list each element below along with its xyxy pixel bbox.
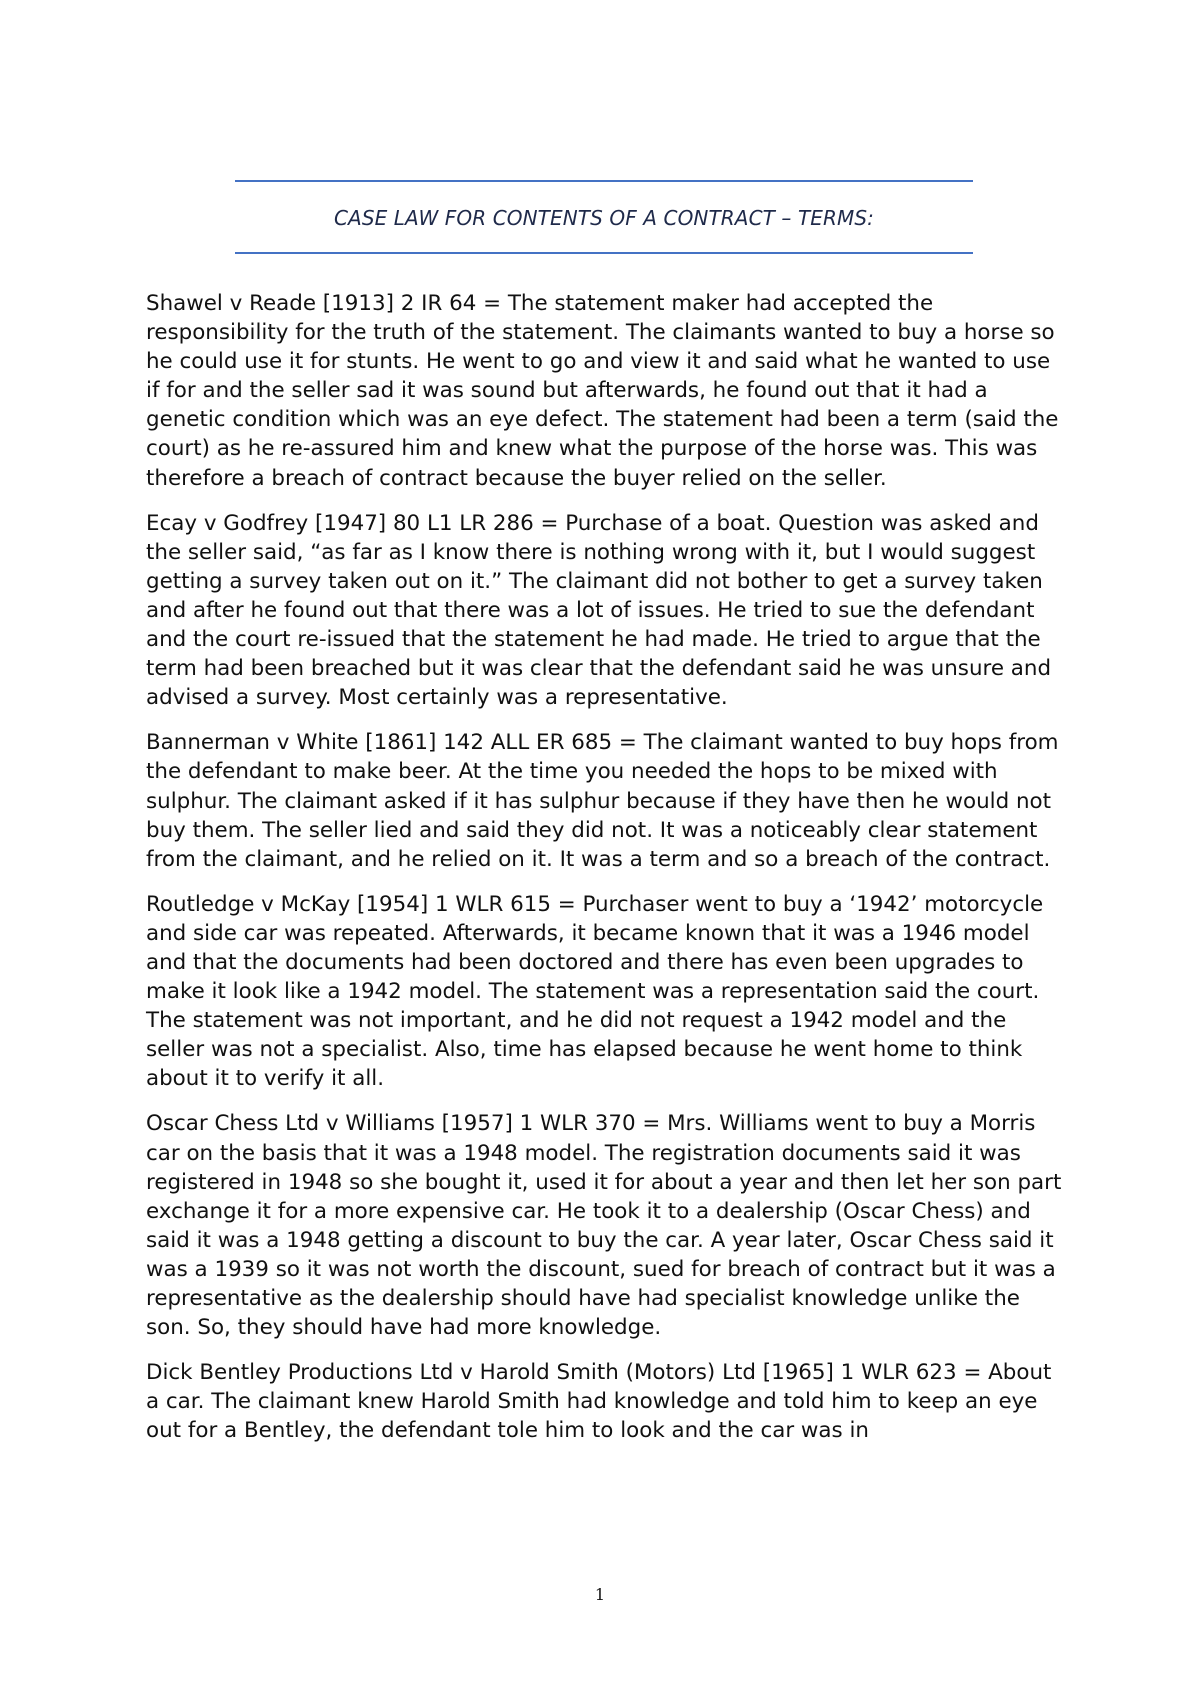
document-title: CASE LAW FOR CONTENTS OF A CONTRACT – TERMS: — [333, 206, 875, 230]
paragraph-shawel-v-reade: Shawel v Reade [1913] 2 IR 64 = The statement maker had accepted the responsibility for the truth of the statement. The claimants wanted to buy a horse so he could use it for stunts. He went to go and view it and said what he wanted to use if for and the seller sad it was sound but afterwards, he found out that it had a genetic condition which was an eye defect. The statement had been a term (said the court) as he re-assured him and knew what the purpose of the horse was. This was therefore a breach of contract because the buyer relied on the seller. — [146, 291, 1059, 491]
title-bottom-rule — [235, 252, 973, 254]
paragraph-dick-bentley-v-harold-smith: Dick Bentley Productions Ltd v Harold Smith (Motors) Ltd [1965] 1 WLR 623 = About a car. The claimant knew Harold Smith had knowledge and told him to keep an eye out for a Bentley, the defendant tole him to look and the car was in — [146, 1360, 1052, 1444]
page-number: 1 — [594, 1585, 606, 1604]
paragraph-routledge-v-mckay: Routledge v McKay [1954] 1 WLR 615 = Purchaser went to buy a ‘1942’ motorcycle and side car was repeated. Afterwards, it became known that it was a 1946 model and that the documents had been doctored and there has even been upgrades to make it look like a 1942 model. The statement was a representation said the court. The statement was not important, and he did not request a 1942 model and the seller was not a specialist. Also, time has elapsed because he went home to think about it to verify it all. — [146, 891, 1044, 1092]
document-body — [146, 289, 1064, 1461]
title-block — [235, 180, 973, 254]
paragraph-oscar-chess-v-williams: Oscar Chess Ltd v Williams [1957] 1 WLR 370 = Mrs. Williams went to buy a Morris car on the basis that it was a 1948 model. The registration documents said it was registered in 1948 so she bought it, used it for about a year and then let her son part exchange it for a more expensive car. He took it to a dealership (Oscar Chess) and said it was a 1948 getting a discount to buy the car. A year later, Oscar Chess said it was a 1939 so it was not worth the discount, sued for breach of contract but it was a representative as the dealership should have had specialist knowledge unlike the son. So, they should have had more knowledge. — [146, 1111, 1062, 1341]
paragraph-ecay-v-godfrey: Ecay v Godfrey [1947] 80 L1 LR 286 = Purchase of a boat. Question was asked and the seller said, “as far as I know there is nothing wrong with it, but I would suggest getting a survey taken out on it.” The claimant did not bother to get a survey taken and after he found out that there was a lot of issues. He tried to sue the defendant and the court re-issued that the statement he had made. He tried to argue that the term had been breached but it was clear that the defendant said he was unsure and advised a survey. Most certainly was a representative. — [146, 510, 1052, 711]
paragraph-bannerman-v-white: Bannerman v White [1861] 142 ALL ER 685 = The claimant wanted to buy hops from the defendant to make beer. At the time you needed the hops to be mixed with sulphur. The claimant asked if it has sulphur because if they have then he would not buy them. The seller lied and said they did not. It was a noticeably clear statement from the claimant, and he relied on it. It was a term and so a breach of the contract. — [146, 730, 1059, 872]
